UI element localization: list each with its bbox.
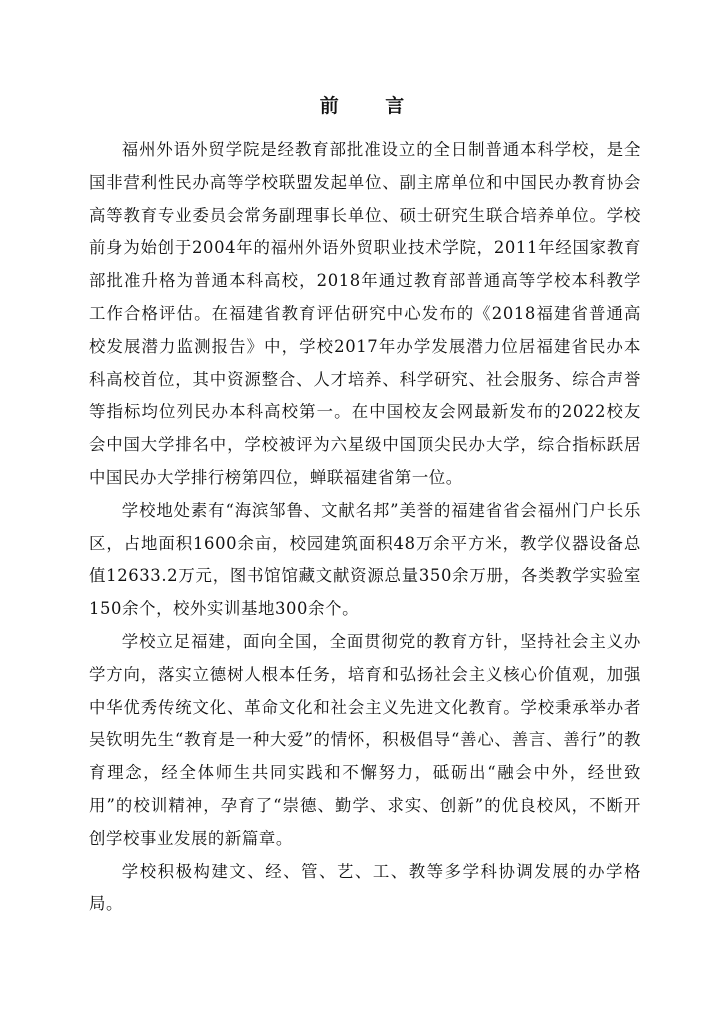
paragraph-campus: 学校地处素有“海滨邹鲁、文献名邦”美誉的福建省省会福州门户长乐区，占地面积1600余亩，校园建筑面积48万余平方米，教学仪器设备总值12633.2万元，图书馆馆藏文献资源总量350余万册，各类教学实验室150余个，校外实训基地300余个。 xyxy=(89,500,641,619)
paragraph-philosophy: 学校立足福建，面向全国，全面贯彻党的教育方针，坚持社会主义办学方向，落实立德树人根本任务，培育和弘扬社会主义核心价值观，加强中华优秀传统文化、革命文化和社会主义先进文化教育。学校秉承举办者吴钦明先生“教育是一种大爱”的情怀，积极倡导“善心、善言、善行”的教育理念，经全体师生共同实践和不懈努力，砥砺出“融会中外，经世致用”的校训精神，孕育了“崇德、勤学、求实、创新”的优良校风，不断开创学校事业发展的新篇章。 xyxy=(89,631,641,848)
paragraph-disciplines: 学校积极构建文、经、管、艺、工、教等多学科协调发展的办学格局。 xyxy=(89,861,641,914)
paragraph-intro: 福州外语外贸学院是经教育部批准设立的全日制普通本科学校，是全国非营利性民办高等学校联盟发起单位、副主席单位和中国民办教育协会高等教育专业委员会常务副理事长单位、硕士研究生联合培养单位。学校前身为始创于2004年的福州外语外贸职业技术学院，2011年经国家教育部批准升格为普通本科高校，2018年通过教育部普通高等学校本科教学工作合格评估。在福建省教育评估研究中心发布的《2018福建省普通高校发展潜力监测报告》中，学校2017年办学发展潜力位居福建省民办本科高校首位，其中资源整合、人才培养、科学研究、社会服务、综合声誉等指标均位列民办本科高校第一。在中国校友会网最新发布的2022校友会中国大学排名中，学校被评为六星级中国顶尖民办大学，综合指标跃居中国民办大学排行榜第四位，蝉联福建省第一位。 xyxy=(89,140,641,487)
body-text xyxy=(89,134,641,921)
page-title: 前 言 xyxy=(319,95,425,117)
